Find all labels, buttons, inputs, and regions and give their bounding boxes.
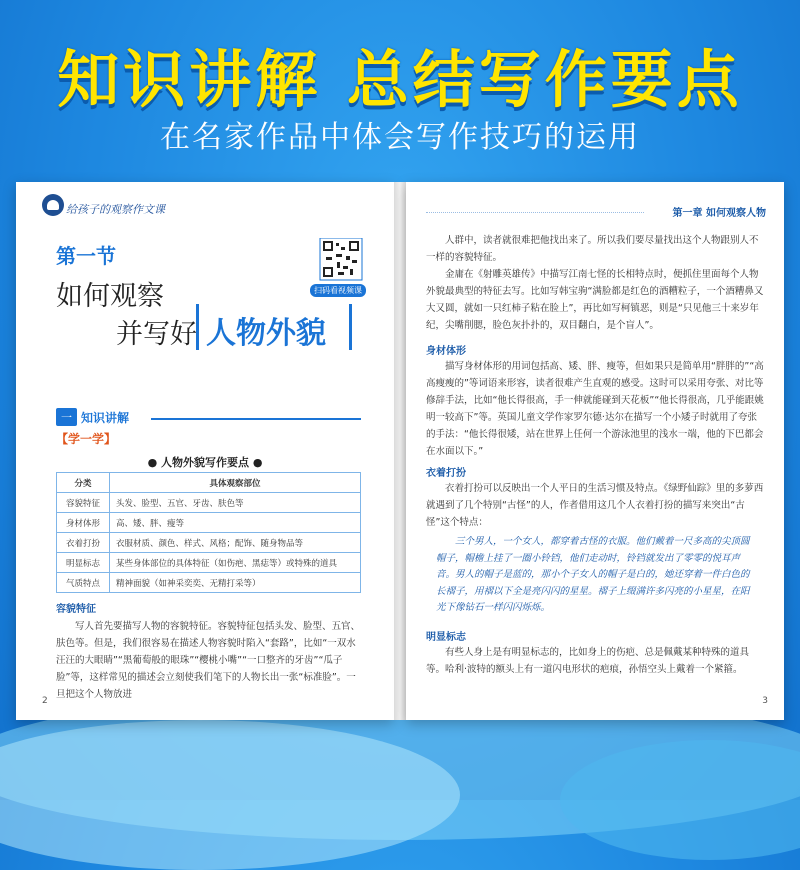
subheading-clothing: 衣着打扮 [426,468,466,479]
section-title-line2: 并写好 [116,319,197,350]
table-title-text: 人物外貌写作要点 [161,456,249,469]
divider [426,212,644,213]
series-name: 给孩子的观察作文课 [66,203,165,216]
features-table [56,472,361,593]
paragraph: 写人首先要描写人物的容貌特征。容貌特征包括头发、脸型、五官、肤色等。但是，我们很容易在描述人物容貌时陷入“套路”，比如“一双水汪汪的大眼睛”“黑葡萄般的眼珠”“樱桃小嘴”“一口整齐的牙齿”“瓜子脸”等，这样常见的描述会立刻使我们笔下的人物长出一张“标准脸”。一旦把这个人物放进 [56,621,361,700]
book-spine [394,182,406,720]
table-title: ● 人物外貌写作要点 ● [147,456,263,469]
banner-title: 知识讲解 总结写作要点 [57,43,743,116]
badge-number: 一 [56,408,77,426]
section-title-highlight: 人物外貌 [206,316,326,351]
series-logo-icon [42,194,64,216]
table-cell: 衣服材质、颜色、样式、风格；配饰、随身物品等 [110,533,361,553]
page-number: 3 [762,696,768,706]
table-header: 具体观察部位 [110,473,361,493]
paragraph: 人群中，读者就很难把他找出来了。所以我们要尽量找出这个人物跟别人不一样的容貌特征。 [426,235,759,263]
table-cell: 容貌特征 [57,493,110,513]
table-row [57,553,361,573]
table-row [57,533,361,553]
table-header: 分类 [57,473,110,493]
page-number: 2 [42,696,48,706]
table-row [57,513,361,533]
table-cell: 明显标志 [57,553,110,573]
subheading-marks: 明显标志 [426,632,466,643]
xuexue-label: 【学一学】 [56,432,117,446]
badge-text: 知识讲解 [81,410,130,425]
paragraph: 有些人身上是有明显标志的，比如身上的伤疤、总是佩戴某种特殊的道具等。哈利·波特的额头上有一道闪电形状的疤痕，孙悟空头上戴着一个紧箍。 [426,647,750,675]
paragraph: 金庸在《射雕英雄传》中描写江南七怪的长相特点时，便抓住里面每个人物外貌最典型的特征去写。比如写韩宝驹“满脸都是红色的酒糟粒子，一个酒糟鼻又大又圆，就如一只红柿子粘在脸上”，再比如写柯镇恶，则是“只见他三十来岁年纪，尖嘴削腮，脸色灰扑扑的，双目翻白，是个盲人”。 [426,269,764,331]
table-row [57,493,361,513]
table-cell: 身材体形 [57,513,110,533]
table-cell: 精神面貌（如神采奕奕、无精打采等） [110,573,361,593]
banner-subtitle: 在名家作品中体会写作技巧的运用 [160,120,640,155]
knowledge-badge [56,408,129,426]
table-cell: 衣着打扮 [57,533,110,553]
quote-block: 三个男人，一个女人，都穿着古怪的衣服。他们戴着一尺多高的尖顶圆帽子，帽檐上挂了一圈小铃铛，他们走动时，铃铛就发出了零零的悦耳声音。男人的帽子是蓝的，那小个子女人的帽子是白的，她还穿着一件白色的长褶子，用褶以下全是亮闪闪的星星。褶子上缀满许多闪亮的小星星，在阳光下像钻石一样闪闪烁烁。 [436,536,750,613]
table-header-row [57,473,361,493]
right-page [406,182,784,720]
table-cell: 高、矮、胖、瘦等 [110,513,361,533]
subheading-body: 身材体形 [426,346,466,357]
paragraph: 描写身材体形的用词包括高、矮、胖、瘦等，但如果只是简单用“胖胖的”“高高瘦瘦的”等词语来形容，读者很难产生直观的感受。这时可以采用夸张、对比等修辞手法，比如“他长得很高，手一伸就能碰到天花板”“他长得很高，几乎能跟姚明一较高下”等。英国儿童文学作家罗尔德·达尔在描写一个小矮子时就用了夸张的手法：“他长得很矮，站在世界上任何一个游泳池里的浅水一端，他的下巴都会在水面以下。” [426,361,764,457]
qr-label: 扫码看视频课 [310,284,366,297]
divider [151,418,361,420]
qr-code-icon[interactable] [316,238,366,282]
chapter-header: 第一章 如何观察人物 [672,208,766,219]
section-number: 第一节 [56,244,116,268]
table-cell: 某些身体部位的具体特征（如伤疤、黑痣等）或特殊的道具 [110,553,361,573]
table-cell: 气质特点 [57,573,110,593]
paragraph: 衣着打扮可以反映出一个人平日的生活习惯及特点。《绿野仙踪》里的多萝西就遇到了几个特别“古怪”的人，作者借用这几个人衣着打扮的描写来突出“古怪”这个特点： [426,483,764,528]
left-page [16,182,394,720]
table-cell: 头发、脸型、五官、牙齿、肤色等 [110,493,361,513]
subheading-appearance: 容貌特征 [56,604,96,615]
section-title-line1: 如何观察 [56,281,164,312]
table-row [57,573,361,593]
